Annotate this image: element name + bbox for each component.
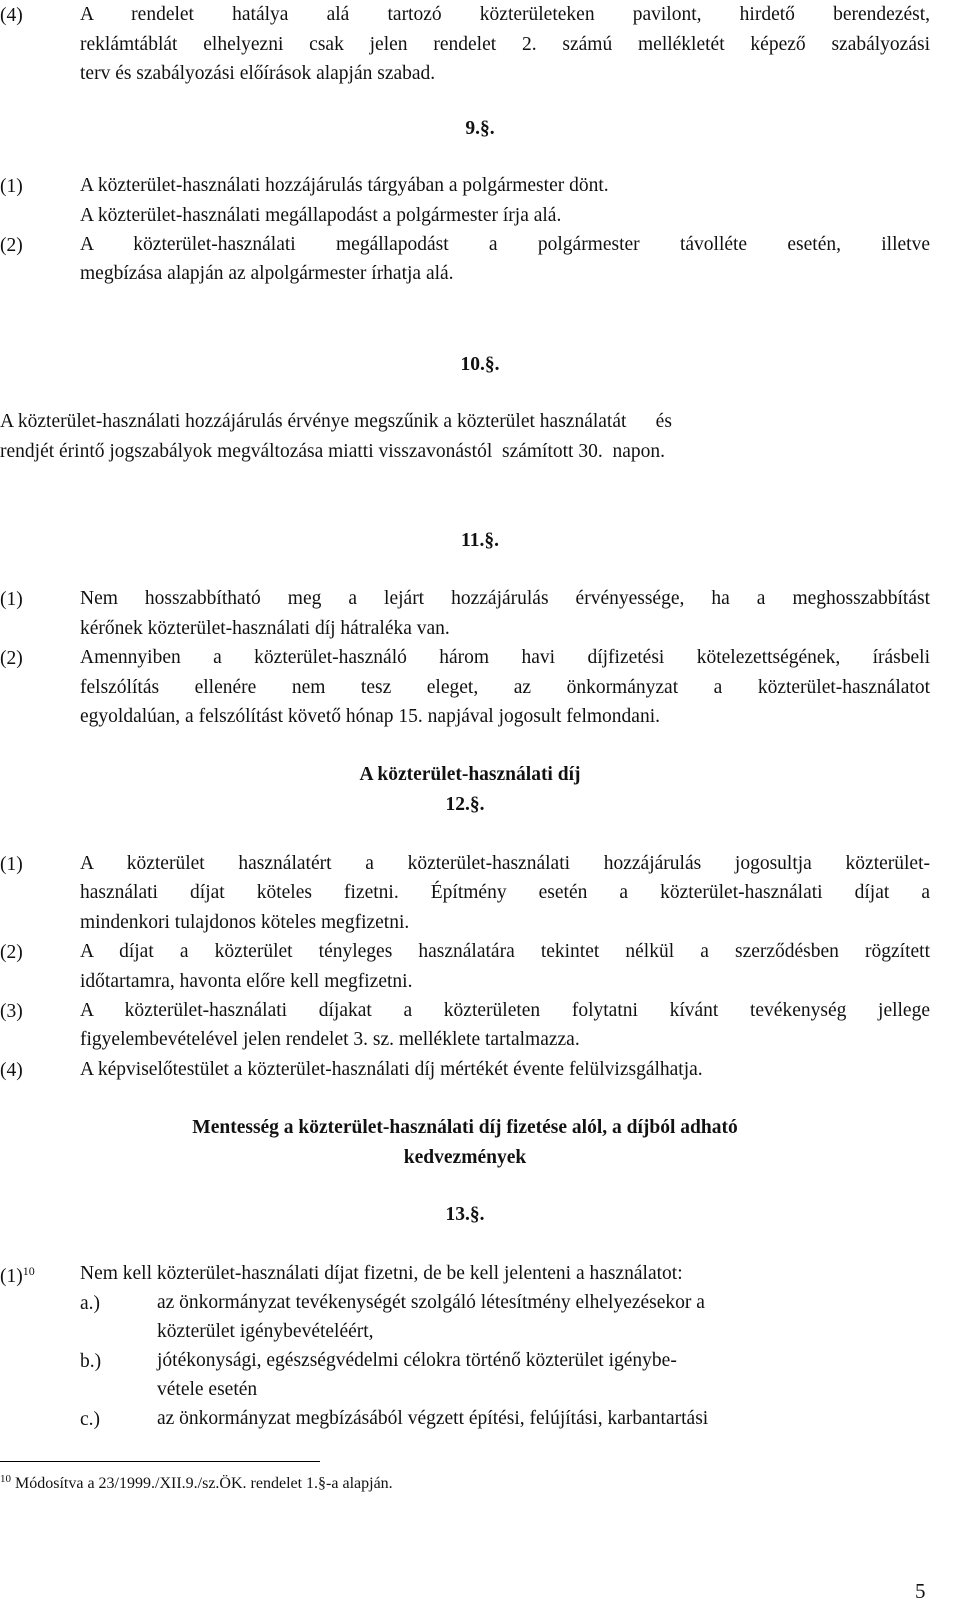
paragraph-number: (4) bbox=[0, 1060, 23, 1081]
paragraph-text: Nem hosszabbítható meg a lejárt hozzájárulás érvényessége, ha a meghosszabbítást bbox=[80, 588, 930, 609]
list-item-label: b.) bbox=[80, 1351, 102, 1372]
paragraph-text: A közterület-használati hozzájárulás érvénye megszűnik a közterület használatát és bbox=[0, 411, 672, 432]
list-item-label: a.) bbox=[80, 1293, 101, 1314]
section-heading: 9.§. bbox=[465, 118, 495, 139]
footnote-reference[interactable]: 10 bbox=[22, 1264, 35, 1278]
section-title: A közterület-használati díj bbox=[359, 764, 581, 785]
section-title: Mentesség a közterület-használati díj fizetése alól, a díjból adható bbox=[192, 1117, 738, 1138]
paragraph-number: (2) bbox=[0, 648, 23, 669]
paragraph-text: mindenkori tulajdonos köteles megfizetni. bbox=[80, 912, 410, 933]
footnote-text: Módosítva a 23/1999./XII.9./sz.ÖK. rendelet 1.§-a alapján. bbox=[11, 1475, 393, 1492]
paragraph-text: reklámtáblát elhelyezni csak jelen rendelet 2. számú mellékletét képező szabályozási bbox=[80, 34, 930, 55]
page-number: 5 bbox=[915, 1579, 926, 1603]
paragraph-text: Nem kell közterület-használati díjat fizetni, de be kell jelenteni a használatot: bbox=[80, 1263, 683, 1284]
paragraph-text: terv és szabályozási előírások alapján szabad. bbox=[80, 63, 436, 84]
paragraph-number: (1) bbox=[0, 176, 23, 197]
paragraph-text: A közterület-használati díjakat a közterületen folytatni kívánt tevékenység jellege bbox=[80, 1000, 930, 1021]
paragraph-number: (1) bbox=[0, 589, 23, 610]
paragraph-number: (4) bbox=[0, 5, 23, 26]
paragraph-text: használati díjat köteles fizetni. Építmény esetén a közterület-használati díjat a bbox=[80, 882, 930, 903]
list-item-text: jótékonysági, egészségvédelmi célokra történő közterület igénybe- bbox=[157, 1350, 677, 1371]
section-heading: 10.§. bbox=[460, 354, 500, 375]
list-item-text: közterület igénybevételéért, bbox=[157, 1321, 374, 1342]
list-item-text: az önkormányzat tevékenységét szolgáló létesítmény elhelyezésekor a bbox=[157, 1292, 705, 1313]
paragraph-text: megbízása alapján az alpolgármester írhatja alá. bbox=[80, 263, 454, 284]
paragraph-text: kérőnek közterület-használati díj hátraléka van. bbox=[80, 618, 450, 639]
paragraph-text: A közterület-használati hozzájárulás tárgyában a polgármester dönt. bbox=[80, 175, 609, 196]
paragraph-text: időtartamra, havonta előre kell megfizetni. bbox=[80, 971, 413, 992]
list-item-label: c.) bbox=[80, 1409, 101, 1430]
paragraph-number: (2) bbox=[0, 942, 23, 963]
paragraph-text: A közterület használatért a közterület-használati hozzájárulás jogosultja közterület- bbox=[80, 853, 930, 874]
paragraph-text: felszólítás ellenére nem tesz eleget, az önkormányzat a közterület-használatot bbox=[80, 677, 930, 698]
paragraph-text: A képviselőtestület a közterület-használati díj mértékét évente felülvizsgálhatja. bbox=[80, 1059, 703, 1080]
paragraph-number: (2) bbox=[0, 235, 23, 256]
paragraph-text: A díjat a közterület tényleges használatára tekintet nélkül a szerződésben rögzített bbox=[80, 941, 930, 962]
paragraph-text: rendjét érintő jogszabályok megváltozása miatti visszavonástól számított 30. napon. bbox=[0, 441, 665, 462]
section-heading: 12.§. bbox=[445, 794, 485, 815]
paragraph-text: figyelembevételével jelen rendelet 3. sz. melléklete tartalmazza. bbox=[80, 1029, 580, 1050]
list-item-text: az önkormányzat megbízásából végzett építési, felújítási, karbantartási bbox=[157, 1408, 709, 1429]
footnote bbox=[0, 1474, 393, 1492]
paragraph-text: A közterület-használati megállapodást a polgármester távolléte esetén, illetve bbox=[80, 234, 930, 255]
paragraph-text: A rendelet hatálya alá tartozó közterületeken pavilont, hirdető berendezést, bbox=[80, 4, 930, 25]
section-heading: 13.§. bbox=[445, 1204, 485, 1225]
paragraph-text: Amennyiben a közterület-használó három havi díjfizetési kötelezettségének, írásbeli bbox=[80, 647, 930, 668]
paragraph-text: egyoldalúan, a felszólítást követő hónap 15. napjával jogosult felmondani. bbox=[80, 706, 660, 727]
footnote-marker: 10 bbox=[0, 1473, 11, 1485]
paragraph-text: A közterület-használati megállapodást a polgármester írja alá. bbox=[80, 205, 562, 226]
section-heading: 11.§. bbox=[461, 530, 499, 551]
footnote-separator bbox=[0, 1461, 320, 1462]
list-item-text: vétele esetén bbox=[157, 1379, 258, 1400]
paragraph-number bbox=[0, 1264, 35, 1288]
paragraph-number: (1) bbox=[0, 854, 23, 875]
paragraph-number-label: (1) bbox=[0, 1266, 23, 1287]
paragraph-number: (3) bbox=[0, 1001, 23, 1022]
section-title: kedvezmények bbox=[403, 1147, 527, 1168]
